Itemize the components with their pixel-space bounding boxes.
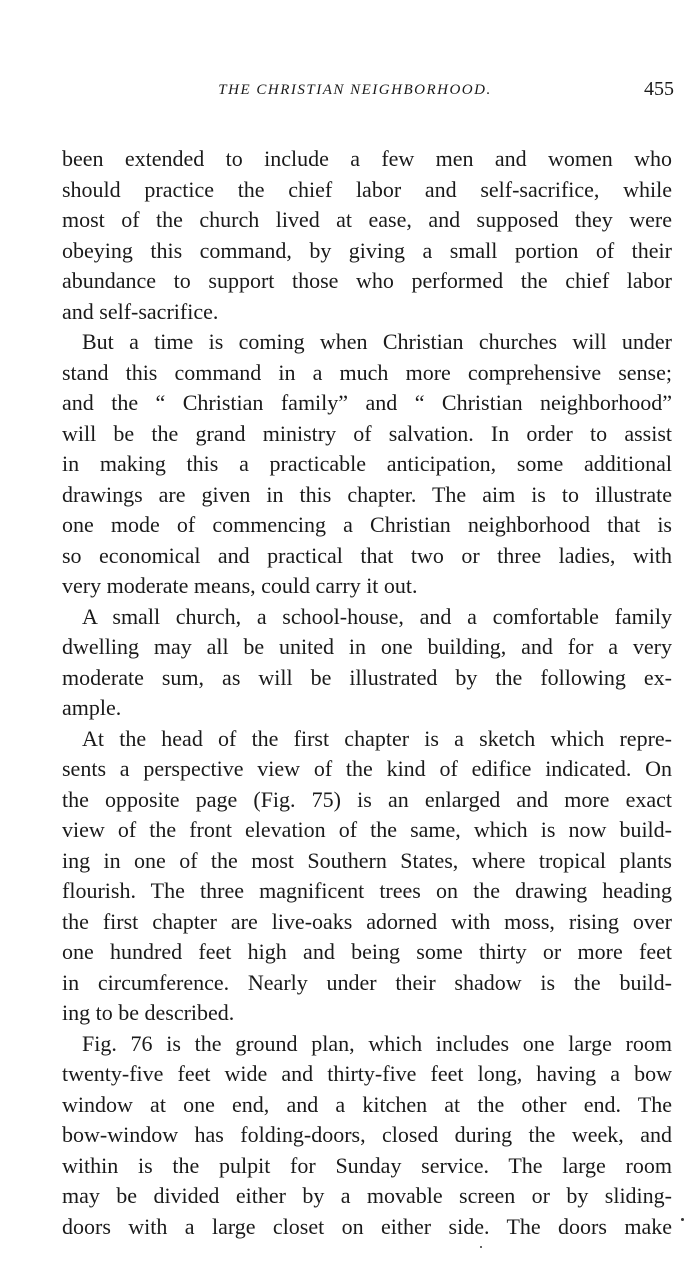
text-line: will be the grand ministry of salvation. In order to assist [62,420,672,446]
text-line: A small church, a school-house, and a comfortable family [82,603,672,629]
text-line: very moderate means, could carry it out. [62,573,418,598]
text-line: and the “ Christian family” and “ Christian neighborhood” [62,390,672,415]
text-line: should practice the chief labor and self-sacrifice, while [62,176,672,202]
text-line: been extended to include a few men and women who [62,146,672,171]
text-line: abundance to support those who performed the chief labor [62,268,672,293]
text-line: At the head of the first chapter is a sketch which repre- [82,725,672,751]
text-line: twenty-five feet wide and thirty-five feet long, having a bow [62,1061,672,1086]
body-text [62,144,672,1242]
text-line: sents a perspective view of the kind of edifice indicated. On [62,756,672,781]
text-line: ing to be described. [62,1000,235,1025]
text-line: one mode of commencing a Christian neighborhood that is [62,512,672,537]
text-line: view of the front elevation of the same, which is now build- [62,817,672,842]
text-line: in circumference. Nearly under their shadow is the build- [62,969,672,995]
page-number: 455 [644,78,674,100]
text-line: window at one end, and a kitchen at the other end. The [62,1091,672,1117]
scan-speck [480,1246,482,1248]
text-line: ing in one of the most Southern States, where tropical plants [62,847,672,873]
page-header [0,78,700,104]
text-line: the opposite page (Fig. 75) is an enlarged and more exact [62,786,672,812]
text-line: dwelling may all be united in one building, and for a very [62,634,672,659]
text-line: flourish. The three magnificent trees on the drawing heading [62,878,672,903]
text-line: bow-window has folding-doors, closed during the week, and [62,1122,672,1147]
text-line: within is the pulpit for Sunday service. The large room [62,1152,672,1178]
text-line: may be divided either by a movable screen or by sliding- [62,1183,672,1208]
text-line: ample. [62,695,122,720]
text-line: most of the church lived at ease, and supposed they were [62,207,672,232]
text-line: drawings are given in this chapter. The aim is to illustrate [62,481,672,507]
text-line: doors with a large closet on either side. The doors make [62,1213,672,1239]
text-line: moderate sum, as will be illustrated by the following ex- [62,664,672,690]
text-line: But a time is coming when Christian churches will under [82,329,672,354]
running-title: THE CHRISTIAN NEIGHBORHOOD. [218,82,492,98]
text-line: stand this command in a much more comprehensive sense; [62,359,672,385]
text-line: Fig. 76 is the ground plan, which includes one large room [82,1030,672,1056]
text-line: and self-sacrifice. [62,298,219,324]
text-line: so economical and practical that two or three ladies, with [62,542,672,568]
scan-speck [681,1218,684,1221]
text-line: obeying this command, by giving a small portion of their [62,237,672,263]
text-line: in making this a practicable anticipation, some additional [62,451,672,476]
text-line: one hundred feet high and being some thirty or more feet [62,939,672,964]
text-line: the first chapter are live-oaks adorned with moss, rising over [62,908,672,934]
